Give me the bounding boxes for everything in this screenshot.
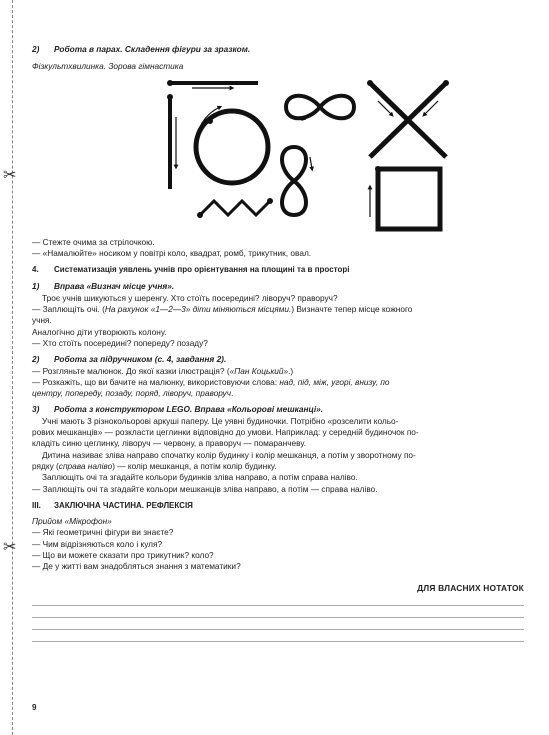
section-3-heading xyxy=(32,500,524,511)
eye-gymnastics-figure xyxy=(32,77,524,237)
text-span: — Заплющіть очі. ( xyxy=(32,304,105,315)
cut-line xyxy=(12,0,13,735)
note-line xyxy=(32,606,524,618)
square-shape xyxy=(370,166,440,229)
sub3-line-6: Заплющіть очі та згадайте кольори будинків зліва направо, а потім справа наліво. xyxy=(42,472,358,483)
sub3-line-4: Дитина називає зліва направо спочатку колір будинку і колір мешканця, а потім у зворотному по- xyxy=(42,449,416,460)
sub1-line-1: Троє учнів шикуються у шеренгу. Хто стоїть посередині? ліворуч? праворуч? xyxy=(42,292,338,303)
italic-span: «Пан Коцький» xyxy=(229,365,289,376)
after-figure-line-1: — Стежте очима за стрілочкою. xyxy=(32,236,155,247)
notes-title: ДЛЯ ВЛАСНИХ НОТАТОК xyxy=(417,582,524,593)
section-title: ЗАКЛЮЧНА ЧАСТИНА. РЕФЛЕКСІЯ xyxy=(54,500,193,510)
fizkult-label: Фізкультхвилинка. Зорова гімнастика xyxy=(32,61,184,72)
vertical-line-shape xyxy=(167,94,176,189)
sub1-heading xyxy=(32,281,524,292)
priyom-label: Прийом «Мікрофон» xyxy=(32,516,112,527)
horizontal-line-shape xyxy=(167,80,258,88)
question-1: — Які геометричні фігури ви знаєте? xyxy=(32,527,174,538)
sub-number: 2) xyxy=(32,354,40,365)
text-span: ) Визначте тепер місце кожного xyxy=(291,304,413,315)
page-content xyxy=(32,44,524,642)
section-title: Систематизація уявлень учнів про орієнтування на площині та в просторі xyxy=(54,265,350,275)
sub1-line-4: Аналогічно діти утворюють колону. xyxy=(32,326,167,337)
sub3-line-2: рових мешканців» — розкласти цеглинки відповідно до умови. Наприклад: у середній будиночок по- xyxy=(32,427,419,438)
sub1-line-5: — Хто стоїть посередині? попереду? позаду? xyxy=(32,337,208,348)
text-span: — Розкажіть, що ви бачите на малюнку, використовуючи слова: xyxy=(32,376,280,387)
sub2-line-1 xyxy=(32,366,524,377)
sub-title: Робота за підручником (с. 4, завдання 2). xyxy=(54,354,227,365)
sub3-line-1: Учні мають 3 різнокольорові аркуші паперу. Це уявні будиночки. Потрібно «розселити кольо- xyxy=(42,415,399,426)
sub1-line-3: учня. xyxy=(32,315,52,326)
text-span: рядку ( xyxy=(32,460,59,471)
cross-shape xyxy=(367,80,449,157)
question-4: — Де у житті вам знадобляться знання з математики? xyxy=(32,561,241,572)
section-title: Робота в парах. Складення фігури за зразком. xyxy=(54,44,251,54)
text-span: .) xyxy=(288,365,294,376)
note-line xyxy=(32,594,524,606)
sub2-line-3 xyxy=(32,388,524,399)
italic-span: На рахунок «1—2—3» діти міняються місцями. xyxy=(104,304,292,315)
section-number: 2) xyxy=(32,44,40,54)
circle-shape xyxy=(196,107,268,183)
scissors-icon: ✂ xyxy=(3,539,17,556)
italic-span: центру, попереду, позаду, поряд, ліворуч, праворуч xyxy=(32,388,231,399)
page-number: 9 xyxy=(32,703,37,712)
sub3-heading xyxy=(32,404,524,415)
sub-number: 3) xyxy=(32,404,40,415)
after-figure-line-2: — «Намалюйте» носиком у повітрі коло, квадрат, ромб, трикутник, овал. xyxy=(32,247,312,258)
section-pairs-heading xyxy=(32,44,524,55)
text-span: ) — колір мешканця, а потім колір будинку. xyxy=(112,460,277,471)
section-number: 4. xyxy=(32,265,39,275)
sub3-line-3: кладіть синю цеглинку, ліворуч — червону, а праворуч — помаранчеву. xyxy=(32,438,307,449)
sub2-line-2 xyxy=(32,377,524,388)
sub-number: 1) xyxy=(32,281,40,292)
shapes-illustration xyxy=(32,77,524,237)
sub3-line-5 xyxy=(32,461,524,472)
section-4-heading xyxy=(32,264,524,275)
sub-title: Робота з конструктором LEGO. Вправа «Кольорові мешканці». xyxy=(54,404,324,415)
text-span: . xyxy=(230,388,234,399)
question-2: — Чим відрізняються коло і куля? xyxy=(32,538,163,549)
section-number: III. xyxy=(32,500,41,510)
text-span: — Розгляньте малюнок. До якої казки ілюстрація? ( xyxy=(32,365,230,376)
note-line xyxy=(32,618,524,630)
italic-span: над, під, між, угорі, внизу, по xyxy=(279,376,390,387)
scissors-icon: ✂ xyxy=(3,167,17,184)
note-line xyxy=(32,630,524,642)
sub3-line-7: — Заплющіть очі та згадайте кольори мешканців зліва направо, а потім — справа наліво. xyxy=(32,483,378,494)
sub2-heading xyxy=(32,354,524,365)
italic-span: справа наліво xyxy=(58,460,113,471)
horizontal-infinity-shape xyxy=(286,95,354,118)
sub1-line-2 xyxy=(32,304,524,315)
vertical-infinity-shape xyxy=(282,147,312,215)
zigzag-shape xyxy=(197,198,273,218)
question-3: — Що ви можете сказати про трикутник? коло? xyxy=(32,550,214,561)
sub-title: Вправа «Визнач місце учня». xyxy=(54,281,175,292)
